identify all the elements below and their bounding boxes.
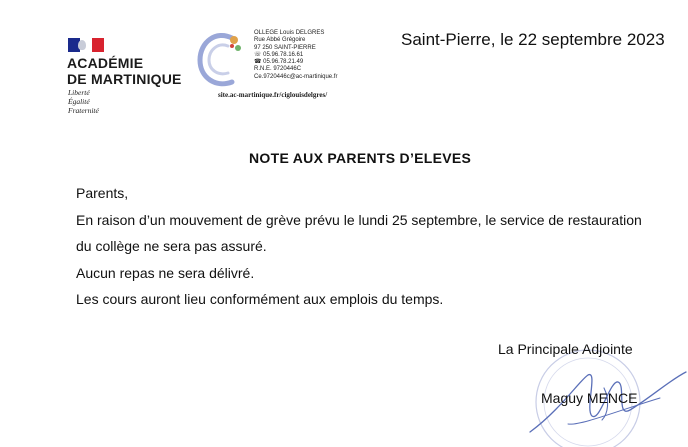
motto-fraternite: Fraternité [68,106,99,115]
college-logo-icon [192,26,252,92]
academie-name-line1: ACADÉMIE [67,55,144,71]
document-title: NOTE AUX PARENTS D’ELEVES [249,150,472,166]
college-fax: ☎ 05.96.78.21.49 [254,59,304,66]
college-rne: R.N.E. 9720446C [254,66,302,73]
signatory-role: La Principale Adjointe [498,341,633,357]
document-date: Saint-Pierre, le 22 septembre 2023 [401,30,665,49]
college-address-block [254,30,337,81]
signatory-name: Maguy MENCE [541,390,638,406]
document-body [76,180,642,313]
motto-liberte: Liberté [68,88,90,97]
college-email: Ce.9720446c@ac-martinique.fr [254,73,338,80]
paragraph-line: Les cours auront lieu conformément aux emplois du temps. [76,291,444,307]
college-website: site.ac-martinique.fr/ciglouisdelgres/ [218,91,328,99]
college-street: Rue Abbé Grégoire [254,37,306,44]
french-flag-logo [68,38,104,52]
college-city: 97 250 SAINT-PIERRE [254,44,316,51]
academie-name-line2: DE MARTINIQUE [67,71,182,87]
paragraph-line: du collège ne sera pas assuré. [76,238,267,254]
salutation: Parents, [76,185,129,201]
paragraph-line: En raison d’un mouvement de grève prévu le lundi 25 septembre, le service de restauration [76,211,642,228]
college-phone: ☏ 05.96.78.16.61 [254,51,304,58]
motto-egalite: Égalité [68,97,90,106]
paragraph-line: Aucun repas ne sera délivré. [76,264,255,281]
college-name: OLLEGE Louis DELGRES [254,30,325,36]
